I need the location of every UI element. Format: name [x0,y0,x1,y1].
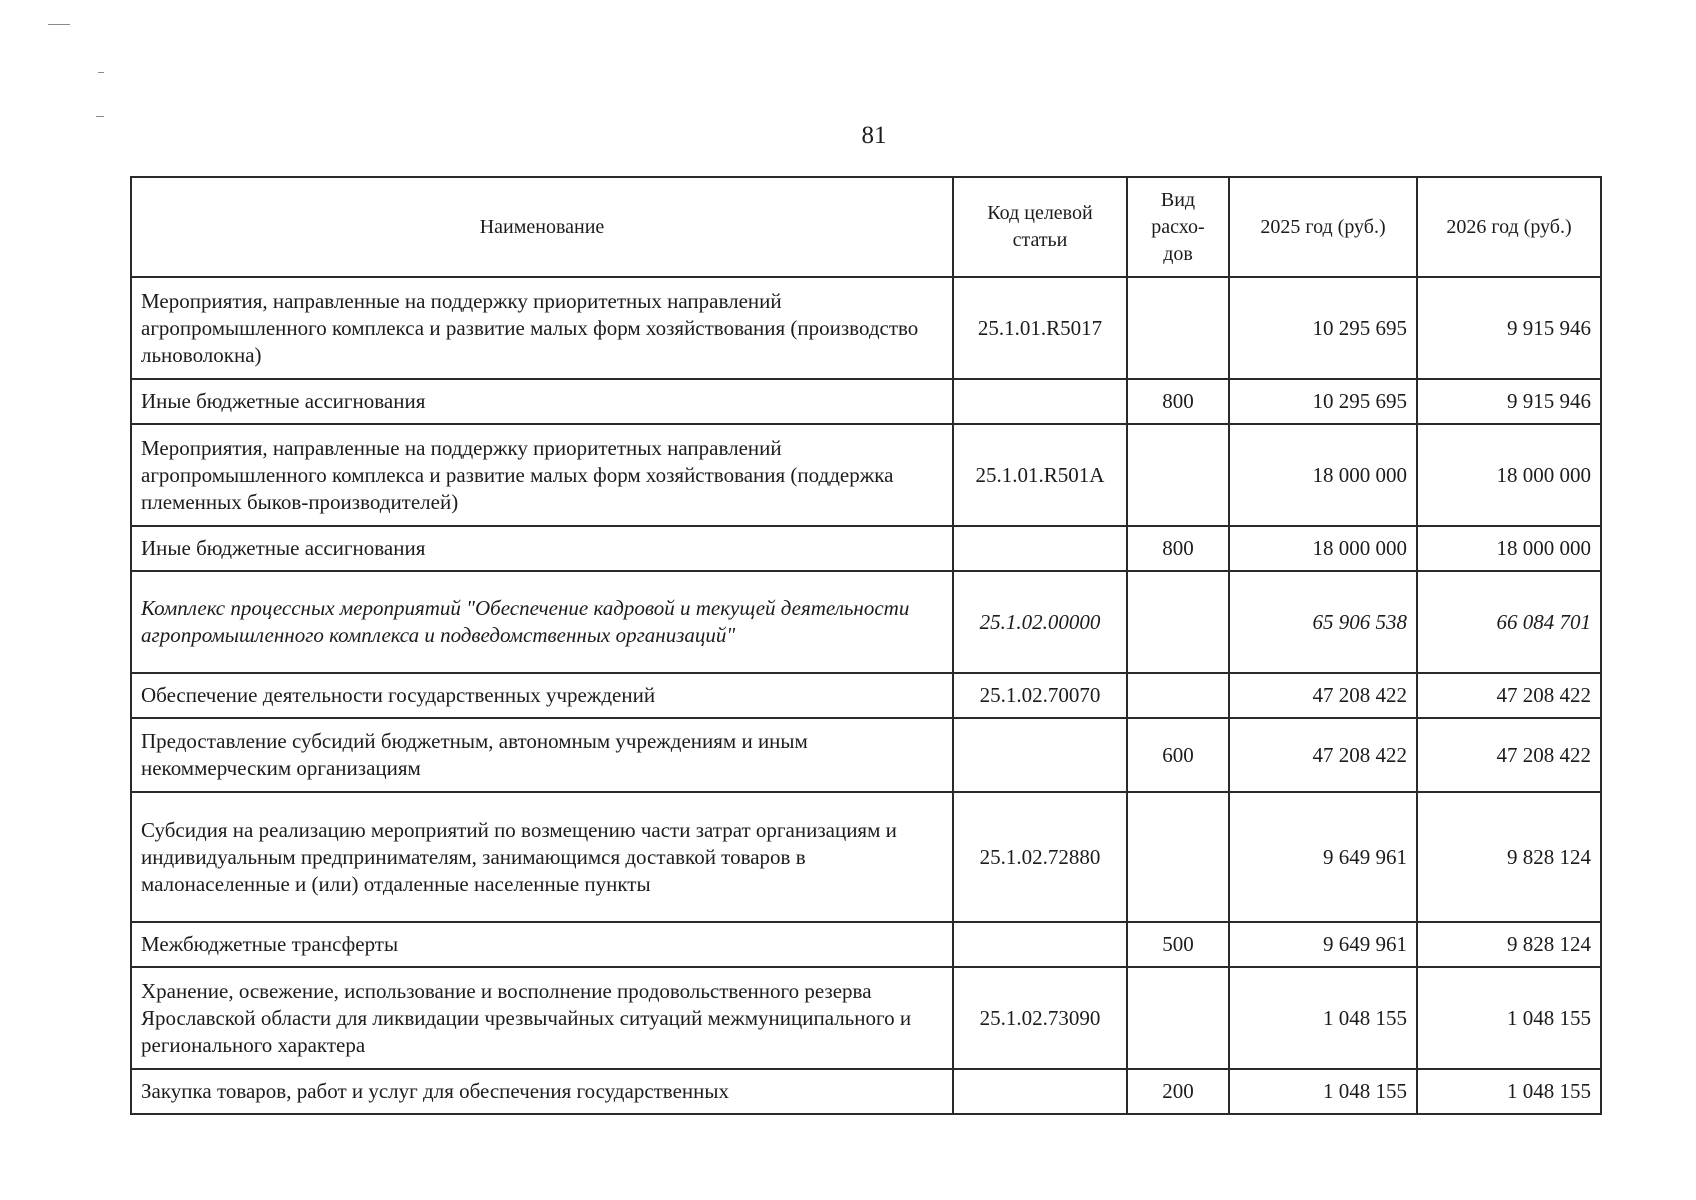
header-kind: Вид расхо-дов [1127,177,1229,277]
row-name: Обеспечение деятельности государственных учреждений [131,673,953,718]
row-name: Предоставление субсидий бюджетным, автономным учреждениям и иным некоммерческим организациям [131,718,953,792]
row-code [953,526,1127,571]
row-code [953,718,1127,792]
row-2026: 18 000 000 [1417,526,1601,571]
row-2026: 47 208 422 [1417,673,1601,718]
row-2026: 18 000 000 [1417,424,1601,526]
table-row [131,922,1601,967]
row-name: Закупка товаров, работ и услуг для обеспечения государственных [131,1069,953,1114]
budget-table [130,176,1602,1115]
table-row [131,792,1601,922]
header-2026: 2026 год (руб.) [1417,177,1601,277]
row-2025: 9 649 961 [1229,792,1417,922]
row-2025: 18 000 000 [1229,526,1417,571]
row-name: Мероприятия, направленные на поддержку приоритетных направлений агропромышленного комплекса и развитие малых форм хозяйствования (производство льноволокна) [131,277,953,379]
row-2025: 1 048 155 [1229,967,1417,1069]
row-2025: 10 295 695 [1229,379,1417,424]
row-kind: 800 [1127,526,1229,571]
table-row [131,967,1601,1069]
row-kind: 200 [1127,1069,1229,1114]
header-2025: 2025 год (руб.) [1229,177,1417,277]
page-number: 81 [861,122,887,149]
row-2025: 47 208 422 [1229,673,1417,718]
row-2026: 9 828 124 [1417,792,1601,922]
row-name: Межбюджетные трансферты [131,922,953,967]
row-kind [1127,967,1229,1069]
row-kind: 600 [1127,718,1229,792]
table-header-row [131,177,1601,277]
row-kind [1127,792,1229,922]
row-kind [1127,277,1229,379]
row-kind: 500 [1127,922,1229,967]
row-code [953,922,1127,967]
row-code: 25.1.01.R501А [953,424,1127,526]
row-code [953,379,1127,424]
row-2026: 1 048 155 [1417,1069,1601,1114]
header-code: Код целевой статьи [953,177,1127,277]
row-name: Хранение, освежение, использование и восполнение продовольственного резерва Ярославской области для ликвидации чрезвычайных ситуаций межмуниципального и регионального характера [131,967,953,1069]
scan-artifact [96,116,104,117]
table-row [131,526,1601,571]
row-kind [1127,424,1229,526]
row-2025: 9 649 961 [1229,922,1417,967]
table-row [131,424,1601,526]
row-name: Иные бюджетные ассигнования [131,379,953,424]
row-code [953,1069,1127,1114]
row-kind [1127,673,1229,718]
row-name: Комплекс процессных мероприятий "Обеспечение кадровой и текущей деятельности агропромышленного комплекса и подведомственных организаций" [131,571,953,673]
table-row [131,718,1601,792]
row-code: 25.1.02.72880 [953,792,1127,922]
row-2025: 1 048 155 [1229,1069,1417,1114]
row-code: 25.1.02.00000 [953,571,1127,673]
row-name: Иные бюджетные ассигнования [131,526,953,571]
row-2025: 10 295 695 [1229,277,1417,379]
header-name: Наименование [131,177,953,277]
table-row [131,1069,1601,1114]
row-2026: 9 915 946 [1417,379,1601,424]
row-2025: 18 000 000 [1229,424,1417,526]
table-row [131,277,1601,379]
row-code: 25.1.01.R5017 [953,277,1127,379]
row-name: Мероприятия, направленные на поддержку приоритетных направлений агропромышленного комплекса и развитие малых форм хозяйствования (поддержка племенных быков-производителей) [131,424,953,526]
row-code: 25.1.02.70070 [953,673,1127,718]
table-body [131,277,1601,1114]
row-2025: 47 208 422 [1229,718,1417,792]
row-2025: 65 906 538 [1229,571,1417,673]
row-name: Субсидия на реализацию мероприятий по возмещению части затрат организациям и индивидуальным предпринимателям, занимающимся доставкой товаров в малонаселенные и (или) отдаленные населенные пункты [131,792,953,922]
row-code: 25.1.02.73090 [953,967,1127,1069]
scan-artifact [48,24,70,25]
table-row [131,571,1601,673]
row-kind: 800 [1127,379,1229,424]
row-2026: 9 828 124 [1417,922,1601,967]
row-2026: 1 048 155 [1417,967,1601,1069]
row-2026: 9 915 946 [1417,277,1601,379]
table-row [131,673,1601,718]
row-2026: 66 084 701 [1417,571,1601,673]
scan-artifact [98,72,104,73]
row-2026: 47 208 422 [1417,718,1601,792]
row-kind [1127,571,1229,673]
table-row [131,379,1601,424]
